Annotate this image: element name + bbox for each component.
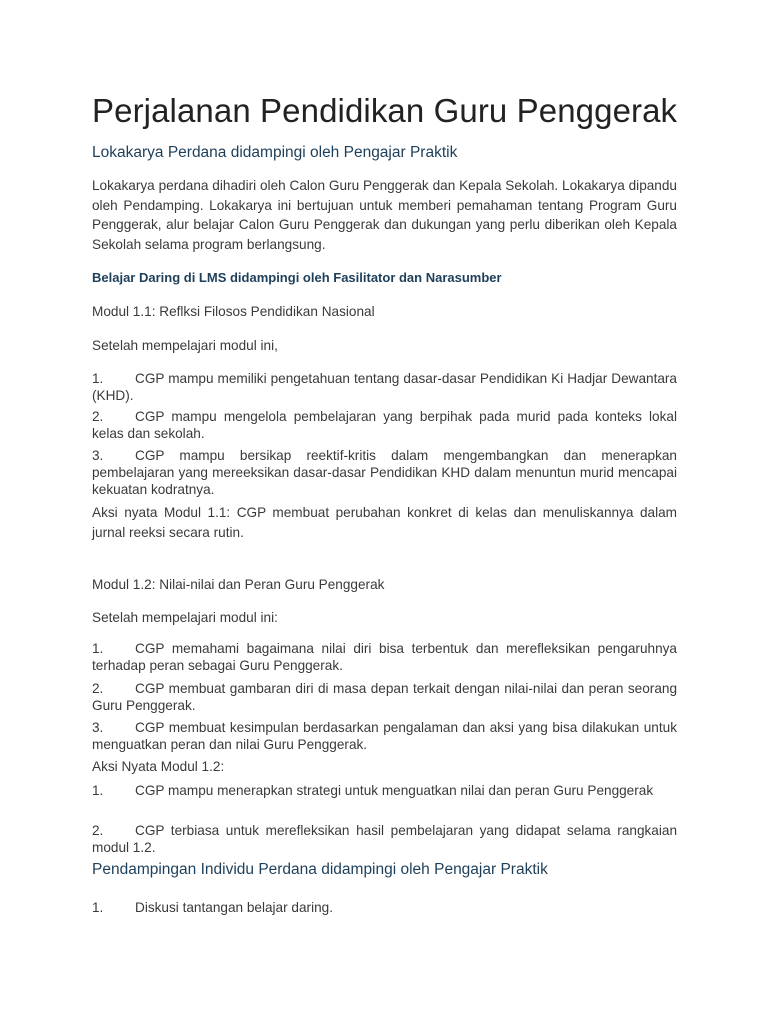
list-item xyxy=(92,899,677,916)
section-heading-lokakarya: Lokakarya Perdana didampingi oleh Pengajar Praktik xyxy=(92,144,458,161)
list-number: 2. xyxy=(92,681,104,696)
modul-1-2-aksi-label: Aksi Nyata Modul 1.2: xyxy=(92,759,225,774)
list-number: 1. xyxy=(92,900,104,915)
section-heading-belajar-daring: Belajar Daring di LMS didampingi oleh Fasilitator dan Narasumber xyxy=(92,270,502,285)
list-text: CGP terbiasa untuk merefleksikan hasil pembelajaran yang didapat selama rangkaian modul 1.2. xyxy=(92,823,677,855)
modul-1-2-intro: Setelah mempelajari modul ini: xyxy=(92,610,278,625)
list-text: CGP mampu mengelola pembelajaran yang berpihak pada murid pada konteks lokal kelas dan sekolah. xyxy=(92,409,677,441)
list-text: CGP mampu memiliki pengetahuan tentang dasar-dasar Pendidikan Ki Hadjar Dewantara (KHD). xyxy=(92,371,677,403)
list-text: CGP membuat kesimpulan berdasarkan pengalaman dan aksi yang bisa dilakukan untuk menguatkan peran dan nilai Guru Penggerak. xyxy=(92,720,677,752)
modul-1-1-intro: Setelah mempelajari modul ini, xyxy=(92,338,278,353)
modul-1-1-title: Modul 1.1: Reflksi Filosos Pendidikan Nasional xyxy=(92,304,375,319)
list-number: 1. xyxy=(92,641,104,656)
modul-1-1-aksi: Aksi nyata Modul 1.1: CGP membuat perubahan konkret di kelas dan menuliskannya dalam jurnal reeksi secara rutin. xyxy=(92,505,677,540)
section-heading-pendampingan: Pendampingan Individu Perdana didampingi oleh Pengajar Praktik xyxy=(92,861,548,878)
list-text: CGP membuat gambaran diri di masa depan terkait dengan nilai-nilai dan peran seorang Guru Penggerak. xyxy=(92,681,677,713)
list-item xyxy=(92,822,677,856)
list-item xyxy=(92,370,677,404)
list-item xyxy=(92,640,677,674)
list-item xyxy=(92,680,677,714)
list-text: CGP mampu menerapkan strategi untuk menguatkan nilai dan peran Guru Penggerak xyxy=(135,783,654,798)
list-number: 3. xyxy=(92,448,104,463)
list-number: 2. xyxy=(92,409,104,424)
list-item xyxy=(92,782,677,799)
list-number: 2. xyxy=(92,823,104,838)
list-text: CGP memahami bagaimana nilai diri bisa terbentuk dan merefleksikan pengaruhnya terhadap peran sebagai Guru Penggerak. xyxy=(92,641,677,673)
lokakarya-paragraph: Lokakarya perdana dihadiri oleh Calon Guru Penggerak dan Kepala Sekolah. Lokakarya dipandu oleh Pendamping. Lokakarya ini bertujuan untuk memberi pemahaman tentang Program Guru Penggerak, alur belajar Calon Guru Penggerak dan dukungan yang perlu diberikan oleh Kepala Sekolah selama program berlangsung. xyxy=(92,178,677,252)
list-text: CGP mampu bersikap reektif-kritis dalam mengembangkan dan menerapkan pembelajaran yang mereeksikan dasar-dasar Pendidikan KHD dalam menuntun murid mencapai kekuatan kodratnya. xyxy=(92,448,677,497)
list-number: 3. xyxy=(92,720,104,735)
modul-1-2-title: Modul 1.2: Nilai-nilai dan Peran Guru Penggerak xyxy=(92,577,385,592)
list-item xyxy=(92,447,677,498)
list-number: 1. xyxy=(92,371,104,386)
list-text: Diskusi tantangan belajar daring. xyxy=(135,900,333,915)
document-title: Perjalanan Pendidikan Guru Penggerak xyxy=(92,92,678,129)
list-item xyxy=(92,719,677,753)
list-number: 1. xyxy=(92,783,104,798)
list-item xyxy=(92,408,677,442)
